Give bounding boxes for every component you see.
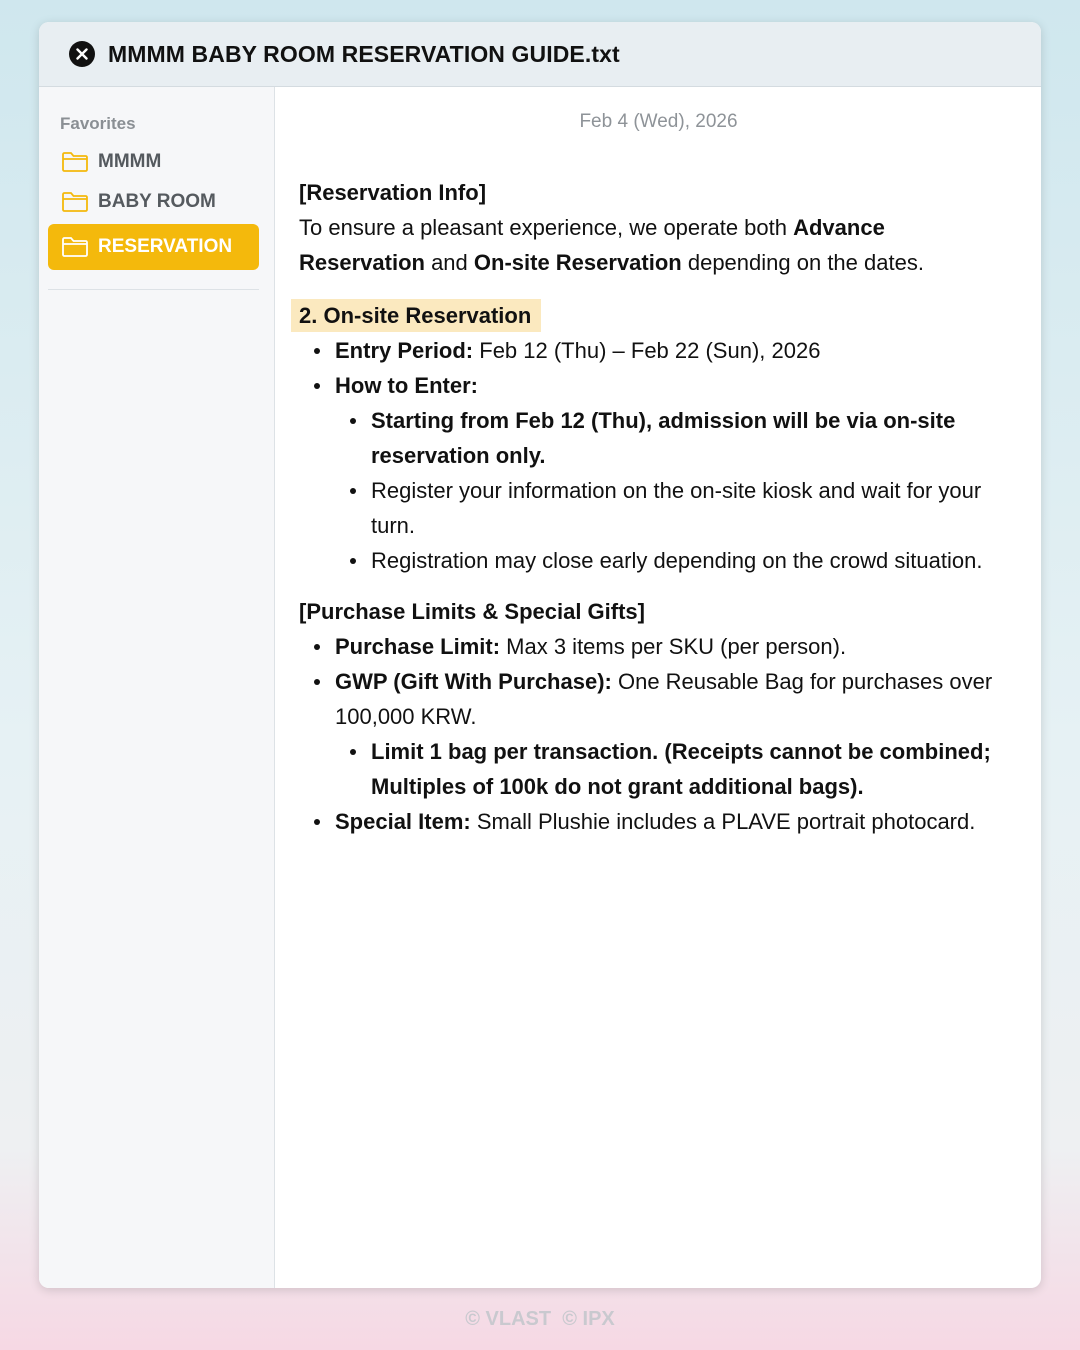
list-item-label: Special Item: — [335, 809, 471, 834]
close-circle-icon — [76, 48, 88, 60]
copyright-footer — [0, 1308, 1080, 1331]
section-heading-reservation-info: [Reservation Info] — [299, 180, 487, 205]
list-item-value: Feb 12 (Thu) – Feb 22 (Sun), 2026 — [473, 338, 821, 363]
list-item: Registration may close early depending on the crowd situation. — [335, 543, 1009, 578]
copyright-holder-1: VLAST — [485, 1308, 552, 1330]
sub-list — [335, 734, 1009, 804]
sidebar-item-label: MMMM — [98, 151, 162, 172]
list-item: Starting from Feb 12 (Thu), admission will be via on-site reservation only. — [335, 403, 1009, 473]
copyright-holder-2: IPX — [582, 1308, 615, 1330]
list-item-label: GWP (Gift With Purchase): — [335, 669, 612, 694]
text-run-bold: Advance Reservation — [299, 215, 885, 275]
list-item — [299, 629, 1009, 664]
sidebar-item-label: BABY ROOM — [98, 191, 216, 212]
list-item: Limit 1 bag per transaction. (Receipts cannot be combined; Multiples of 100k do not grant additional bags). — [335, 734, 1009, 804]
sidebar — [39, 87, 275, 1288]
text-run: depending on the dates. — [681, 250, 924, 275]
purchase-list — [299, 629, 1009, 839]
sidebar-item-reservation[interactable] — [48, 224, 259, 270]
list-item-label: Purchase Limit: — [335, 634, 501, 659]
window-title: MMMM BABY ROOM RESERVATION GUIDE.txt — [108, 40, 620, 67]
document-content — [276, 87, 1041, 1288]
section-heading-purchase: [Purchase Limits & Special Gifts] — [299, 599, 645, 624]
favorites-label: Favorites — [60, 114, 136, 133]
folder-icon — [61, 191, 89, 213]
text-run: To ensure a pleasant experience, we operate both — [299, 215, 794, 240]
document-date: Feb 4 (Wed), 2026 — [579, 111, 738, 132]
document-text — [299, 175, 1009, 839]
folder-icon — [61, 151, 89, 173]
list-item: Register your information on the on-site kiosk and wait for your turn. — [335, 473, 1009, 543]
sidebar-item-baby-room[interactable] — [48, 182, 259, 222]
sidebar-item-label: RESERVATION — [98, 236, 233, 257]
title-bar — [39, 22, 1041, 87]
onsite-list — [299, 333, 1009, 578]
copyright-icon: © — [465, 1308, 480, 1330]
text-run: and — [424, 250, 474, 275]
list-item-value: Max 3 items per SKU (per person). — [500, 634, 847, 659]
list-item-label: How to Enter: — [335, 373, 478, 398]
sub-list — [335, 403, 1009, 578]
list-item-value: Small Plushie includes a PLAVE portrait photocard. — [470, 809, 976, 834]
section-heading-onsite: 2. On-site Reservation — [291, 299, 541, 332]
reservation-info-paragraph — [299, 210, 1009, 280]
sidebar-divider — [48, 289, 259, 290]
folder-icon — [61, 236, 89, 258]
list-item-label: Entry Period: — [335, 338, 474, 363]
list-item-value: One Reusable Bag for purchases over 100,000 KRW. — [335, 669, 993, 729]
list-item — [299, 368, 1009, 578]
list-item — [299, 664, 1009, 804]
document-window — [39, 22, 1041, 1288]
text-run-bold: On-site Reservation — [473, 250, 682, 275]
list-item — [299, 804, 1009, 839]
copyright-icon: © — [562, 1308, 577, 1330]
sidebar-item-mmmm[interactable] — [48, 142, 259, 182]
close-button[interactable] — [69, 41, 95, 67]
list-item — [299, 333, 1009, 368]
